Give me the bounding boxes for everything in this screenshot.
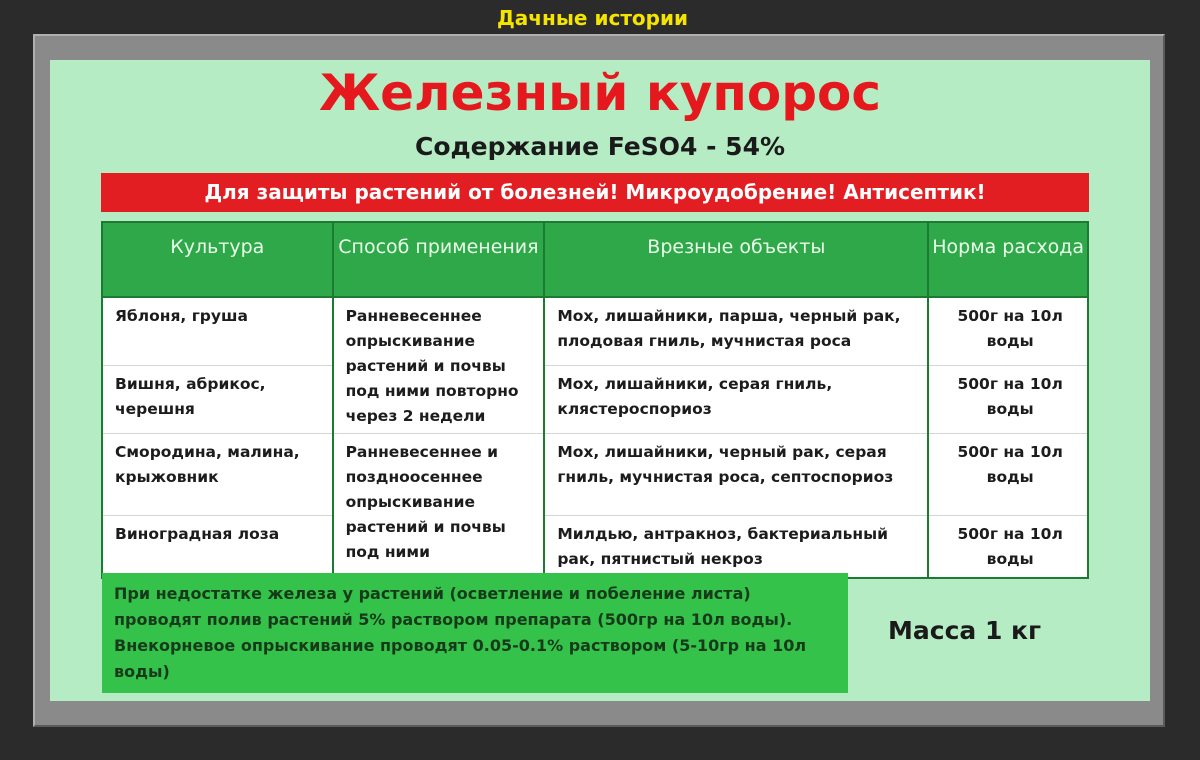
package-mass: Масса 1 кг (888, 616, 1042, 645)
table-header-row (102, 222, 1088, 297)
crop-cell: Виноградная лоза (102, 516, 333, 578)
table-row (102, 516, 1088, 578)
picture-frame (33, 34, 1165, 727)
crop-cell: Смородина, малина, крыжовник (102, 434, 333, 516)
header-norm: Норма расхода (928, 222, 1088, 297)
norm-cell: 500г на 10л воды (928, 365, 1088, 433)
site-caption: Дачные истории (496, 6, 688, 30)
table-row (102, 434, 1088, 516)
pests-cell: Мох, лишайники, серая гниль, клястероспориоз (544, 365, 928, 433)
pests-cell: Милдью, антракноз, бактериальный рак, пятнистый некроз (544, 516, 928, 578)
iron-deficiency-note: При недостатке железа у растений (осветление и побеление листа) проводят полив растений 5% раствором препарата (500гр на 10л воды). Внекорневое опрыскивание проводят 0.05-0.1% раствором (5-10гр на 10л воды) (102, 573, 848, 693)
header-method: Способ применения (333, 222, 545, 297)
norm-cell: 500г на 10л воды (928, 434, 1088, 516)
method-cell: Ранневесеннее опрыскивание растений и почвы под ними повторно через 2 недели (333, 297, 545, 434)
usage-table (101, 221, 1089, 579)
table-row (102, 297, 1088, 365)
method-cell: Ранневесеннее и поздноосеннее опрыскивание растений и почвы под ними (333, 434, 545, 578)
norm-cell: 500г на 10л воды (928, 516, 1088, 578)
crop-cell: Яблоня, груша (102, 297, 333, 365)
product-card (50, 60, 1150, 701)
table-row (102, 365, 1088, 433)
pests-cell: Мох, лишайники, парша, черный рак, плодовая гниль, мучнистая роса (544, 297, 928, 365)
pests-cell: Мох, лишайники, черный рак, серая гниль, мучнистая роса, септоспориоз (544, 434, 928, 516)
header-pests: Врезные объекты (544, 222, 928, 297)
product-subtitle: Содержание FeSO4 - 54% (414, 132, 786, 161)
header-crop: Культура (102, 222, 333, 297)
crop-cell: Вишня, абрикос, черешня (102, 365, 333, 433)
product-title: Железный купорос (318, 64, 882, 122)
norm-cell: 500г на 10л воды (928, 297, 1088, 365)
purpose-banner: Для защиты растений от болезней! Микроудобрение! Антисептик! (101, 173, 1089, 212)
